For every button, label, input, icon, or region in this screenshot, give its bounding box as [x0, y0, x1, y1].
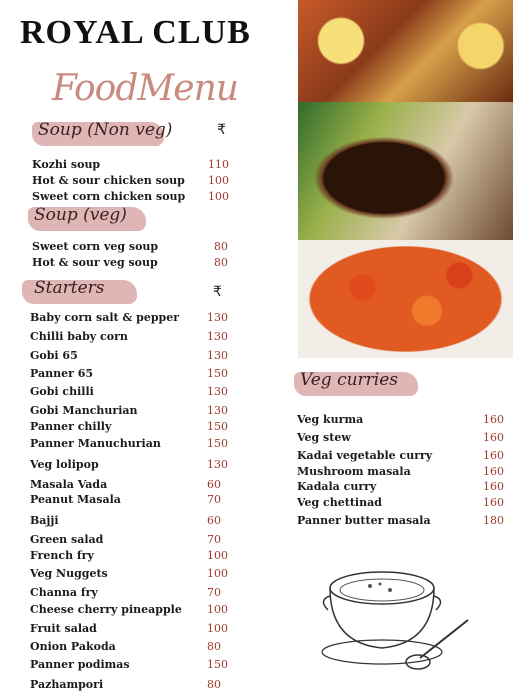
menu-item-price: 100 — [207, 603, 228, 616]
menu-item-row — [30, 349, 231, 365]
menu-item-name: Panner 65 — [30, 367, 94, 380]
menu-item-price: 130 — [207, 349, 228, 362]
menu-item-price: 70 — [207, 493, 221, 506]
menu-item-name: Kadai vegetable curry — [297, 449, 433, 462]
menu-item-name: Panner butter masala — [297, 514, 431, 527]
menu-item-name: Channa fry — [30, 586, 98, 599]
menu-item-row — [297, 496, 507, 512]
menu-item-row — [30, 514, 231, 530]
menu-item-row — [30, 533, 231, 549]
menu-item-row — [30, 367, 231, 383]
menu-item-name: Peanut Masala — [30, 493, 121, 506]
menu-item-name: Kadala curry — [297, 480, 377, 493]
menu-item-name: Gobi chilli — [30, 385, 94, 398]
menu-item-price: 130 — [207, 458, 228, 471]
menu-item-price: 80 — [207, 640, 221, 653]
menu-item-name: Panner Manuchurian — [30, 437, 161, 450]
section-header-starters — [22, 278, 137, 304]
menu-item-row — [30, 385, 231, 401]
menu-item-price: 70 — [207, 586, 221, 599]
menu-item-price: 110 — [208, 158, 229, 171]
menu-item-name: Bajji — [30, 514, 59, 527]
menu-item-name: Panner podimas — [30, 658, 130, 671]
menu-item-name: Gobi Manchurian — [30, 404, 138, 417]
soup-pot-sketch — [320, 548, 480, 678]
restaurant-title: ROYAL CLUB — [20, 14, 251, 51]
menu-item-row — [297, 480, 507, 496]
menu-item-name: Baby corn salt & pepper — [30, 311, 180, 324]
menu-item-price: 160 — [483, 431, 504, 444]
menu-item-price: 150 — [207, 367, 228, 380]
rupee-icon: ₹ — [217, 122, 226, 138]
soup-bowl-photo — [298, 102, 513, 240]
menu-item-row — [32, 174, 232, 190]
menu-item-price: 100 — [207, 549, 228, 562]
menu-item-price: 70 — [207, 533, 221, 546]
section-header-soup-nonveg — [32, 120, 173, 146]
menu-item-row — [30, 437, 231, 453]
menu-item-name: Veg stew — [297, 431, 351, 444]
menu-item-name: Green salad — [30, 533, 104, 546]
menu-item-name: Pazhampori — [30, 678, 104, 691]
menu-item-price: 160 — [483, 480, 504, 493]
menu-item-row — [32, 158, 232, 174]
menu-item-price: 100 — [207, 567, 228, 580]
menu-item-row — [30, 640, 231, 656]
menu-item-row — [297, 413, 507, 429]
menu-item-name: French fry — [30, 549, 94, 562]
menu-item-name: Onion Pakoda — [30, 640, 116, 653]
menu-item-price: 130 — [207, 311, 228, 324]
menu-item-name: Veg kurma — [297, 413, 364, 426]
menu-item-price: 80 — [214, 256, 228, 269]
menu-item-price: 100 — [208, 190, 229, 203]
menu-item-name: Hot & sour veg soup — [32, 256, 158, 269]
menu-item-price: 150 — [207, 437, 228, 450]
menu-item-row — [32, 256, 238, 272]
menu-item-price: 60 — [207, 478, 221, 491]
menu-item-name: Sweet corn chicken soup — [32, 190, 186, 203]
section-header-veg-curries — [294, 370, 418, 396]
section-label: Starters — [34, 278, 105, 298]
menu-item-row — [30, 420, 231, 436]
menu-item-price: 130 — [207, 385, 228, 398]
menu-item-row — [30, 658, 231, 674]
menu-item-price: 100 — [207, 622, 228, 635]
menu-subtitle: FoodMenu — [52, 68, 238, 109]
menu-item-name: Hot & sour chicken soup — [32, 174, 185, 187]
menu-item-name: Gobi 65 — [30, 349, 78, 362]
menu-item-row — [297, 431, 507, 447]
menu-item-price: 160 — [483, 413, 504, 426]
section-header-soup-veg — [28, 205, 146, 231]
menu-item-name: Sweet corn veg soup — [32, 240, 159, 253]
menu-item-price: 100 — [208, 174, 229, 187]
menu-item-row — [32, 190, 232, 206]
menu-item-name: Panner chilly — [30, 420, 112, 433]
menu-item-row — [30, 567, 231, 583]
menu-item-name: Cheese cherry pineapple — [30, 603, 182, 616]
menu-item-row — [30, 678, 231, 694]
menu-item-row — [30, 311, 231, 327]
menu-item-price: 80 — [207, 678, 221, 691]
menu-item-price: 130 — [207, 404, 228, 417]
menu-item-row — [30, 603, 231, 619]
menu-item-row — [30, 458, 231, 474]
menu-item-row — [297, 465, 507, 481]
menu-item-price: 160 — [483, 496, 504, 509]
menu-item-name: Mushroom masala — [297, 465, 411, 478]
menu-item-row — [297, 514, 507, 530]
menu-item-row — [297, 449, 507, 465]
section-label: Soup (Non veg) — [38, 120, 173, 140]
menu-item-row — [30, 549, 231, 565]
menu-item-row — [30, 622, 231, 638]
menu-item-row — [30, 586, 231, 602]
menu-item-price: 150 — [207, 658, 228, 671]
paneer-tikka-photo — [298, 0, 513, 102]
menu-item-name: Kozhi soup — [32, 158, 101, 171]
menu-item-row — [32, 240, 238, 256]
menu-item-name: Veg chettinad — [297, 496, 382, 509]
menu-item-name: Masala Vada — [30, 478, 108, 491]
menu-item-price: 180 — [483, 514, 504, 527]
menu-item-price: 160 — [483, 449, 504, 462]
menu-item-price: 130 — [207, 330, 228, 343]
menu-item-row — [30, 493, 231, 509]
section-label: Veg curries — [300, 370, 399, 390]
menu-item-name: Veg Nuggets — [30, 567, 108, 580]
menu-item-row — [30, 330, 231, 346]
menu-item-row — [30, 478, 231, 494]
menu-item-name: Veg lolipop — [30, 458, 99, 471]
menu-item-price: 60 — [207, 514, 221, 527]
menu-item-name: Chilli baby corn — [30, 330, 128, 343]
chicken-curry-photo — [298, 240, 513, 358]
menu-item-row — [30, 404, 231, 420]
menu-item-price: 160 — [483, 465, 504, 478]
menu-item-name: Fruit salad — [30, 622, 97, 635]
menu-item-price: 80 — [214, 240, 228, 253]
section-label: Soup (veg) — [34, 205, 127, 225]
menu-item-price: 150 — [207, 420, 228, 433]
rupee-icon: ₹ — [213, 284, 222, 300]
